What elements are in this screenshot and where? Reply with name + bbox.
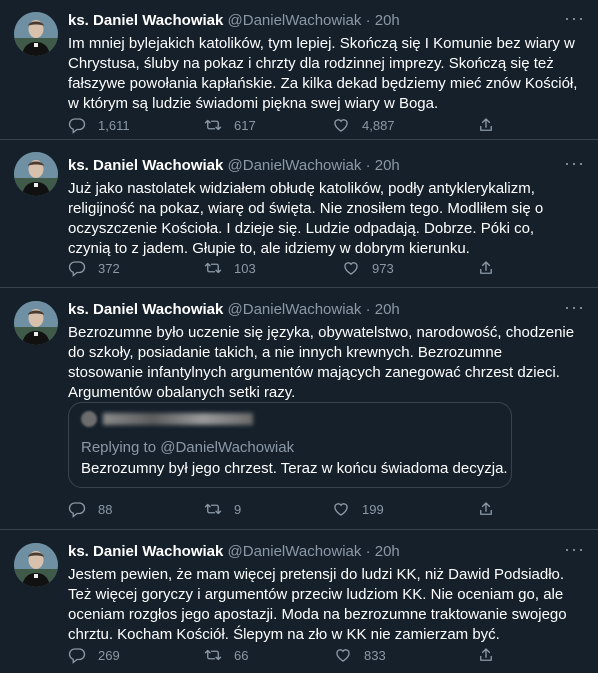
blurred-name	[103, 413, 253, 425]
tweet-text: Jestem pewien, że mam więcej pretensji do ludzi KK, niż Dawid Podsiadło. Też więcej goryczy i argumentów przeciw ludziom KK. Nie oceniam go, ale oceniam rozgłos jego apostazji. Moda na bezrozumne traktowanie swojego chrztu. Kocham Kościół. Ślepym na zło w KK nie zamierzam być.	[68, 566, 567, 643]
reply-button[interactable]	[68, 115, 130, 135]
quoted-text: Bezrozumny był jego chrzest. Teraz w końcu świadoma decyzja.	[81, 460, 508, 477]
tweet-text: Im mniej bylejakich katolików, tym lepiej. Skończą się I Komunie bez wiary w Chrystusa, śluby na pokaz i chrzty dla rodzinnej imprezy. Skończą się też fałszywe powołania kapłańskie. Za kilka dekad będziemy mieć znów Kościół, w którym są ludzie świadomi piękna swej wiary w Boga.	[68, 35, 578, 112]
author-handle[interactable]: @DanielWachowiak	[227, 301, 362, 318]
share-icon	[477, 646, 495, 664]
avatar[interactable]	[14, 301, 58, 345]
retweet-icon	[204, 259, 222, 277]
like-button[interactable]	[334, 645, 386, 665]
retweet-count: 66	[234, 647, 249, 663]
retweet-button[interactable]	[204, 115, 256, 135]
like-count: 833	[364, 647, 386, 663]
share-button[interactable]	[477, 258, 507, 278]
timestamp[interactable]: 20h	[374, 157, 400, 174]
like-icon	[342, 259, 360, 277]
like-button[interactable]	[332, 499, 384, 519]
retweet-button[interactable]	[204, 258, 256, 278]
tweet-text: Już jako nastolatek widziałem obłudę katolików, podły antyklerykalizm, religijność na pokaz, wiarę od święta. Nie znosiłem tego. Modliłem się o oczyszczenie Kościoła. I dzieje się. Ludzie odpadają. Dobrze. Póki co, czynią to z jadem. Głupie to, ale idziemy w dobrym kierunku.	[68, 180, 544, 257]
reply-button[interactable]	[68, 258, 120, 278]
more-icon[interactable]: ···	[564, 297, 585, 317]
like-count: 4,887	[362, 117, 395, 133]
share-button[interactable]	[477, 645, 507, 665]
retweet-icon	[204, 500, 222, 518]
author-handle[interactable]: @DanielWachowiak	[227, 157, 362, 174]
separator-dot: ·	[365, 157, 371, 174]
retweet-icon	[204, 116, 222, 134]
author-name[interactable]: ks. Daniel Wachowiak	[68, 543, 224, 560]
reply-count: 88	[98, 501, 113, 517]
timestamp[interactable]: 20h	[374, 301, 400, 318]
reply-icon	[68, 116, 86, 134]
retweet-button[interactable]	[204, 645, 248, 665]
author-handle[interactable]: @DanielWachowiak	[227, 543, 362, 560]
reply-count: 1,611	[98, 117, 130, 133]
reply-button[interactable]	[68, 645, 120, 665]
author-handle[interactable]: @DanielWachowiak	[227, 12, 362, 29]
tweet[interactable]	[0, 0, 598, 140]
timestamp[interactable]: 20h	[374, 12, 400, 29]
author-name[interactable]: ks. Daniel Wachowiak	[68, 12, 224, 29]
reply-icon	[68, 500, 86, 518]
separator-dot: ·	[365, 543, 371, 560]
more-icon[interactable]: ···	[564, 539, 585, 559]
replying-to[interactable]: Replying to @DanielWachowiak	[81, 439, 295, 456]
share-button[interactable]	[477, 499, 507, 519]
author-name[interactable]: ks. Daniel Wachowiak	[68, 157, 224, 174]
tweet[interactable]	[0, 140, 598, 288]
like-button[interactable]	[332, 115, 395, 135]
share-icon	[477, 116, 495, 134]
like-button[interactable]	[342, 258, 394, 278]
retweet-count: 617	[234, 117, 256, 133]
like-count: 973	[372, 260, 394, 276]
share-icon	[477, 500, 495, 518]
like-icon	[332, 116, 350, 134]
retweet-button[interactable]	[204, 499, 241, 519]
avatar[interactable]	[14, 12, 58, 56]
tweet[interactable]	[0, 288, 598, 530]
reply-count: 269	[98, 647, 120, 663]
tweet[interactable]	[0, 530, 598, 673]
reply-button[interactable]	[68, 499, 112, 519]
more-icon[interactable]: ···	[564, 8, 585, 28]
share-icon	[477, 259, 495, 277]
blurred-avatar	[81, 411, 97, 427]
share-button[interactable]	[477, 115, 507, 135]
separator-dot: ·	[365, 12, 371, 29]
timestamp[interactable]: 20h	[374, 543, 400, 560]
quoted-author-blurred	[81, 411, 331, 427]
reply-icon	[68, 646, 86, 664]
avatar[interactable]	[14, 543, 58, 587]
retweet-count: 9	[234, 501, 242, 517]
avatar[interactable]	[14, 152, 58, 196]
author-name[interactable]: ks. Daniel Wachowiak	[68, 301, 224, 318]
like-count: 199	[362, 501, 384, 517]
reply-icon	[68, 259, 86, 277]
like-icon	[332, 500, 350, 518]
quoted-tweet[interactable]	[68, 402, 512, 488]
reply-count: 372	[98, 260, 120, 276]
retweet-icon	[204, 646, 222, 664]
retweet-count: 103	[234, 260, 256, 276]
more-icon[interactable]: ···	[564, 153, 585, 173]
tweet-text: Bezrozumne było uczenie się języka, obywatelstwo, narodowość, chodzenie do szkoły, posiadanie takich, a nie innych krewnych. Bezrozumne stosowanie infantylnych argumentów mających zanegować chrzest dzieci. Argumentów obalanych setki razy.	[68, 324, 575, 401]
like-icon	[334, 646, 352, 664]
separator-dot: ·	[365, 301, 371, 318]
